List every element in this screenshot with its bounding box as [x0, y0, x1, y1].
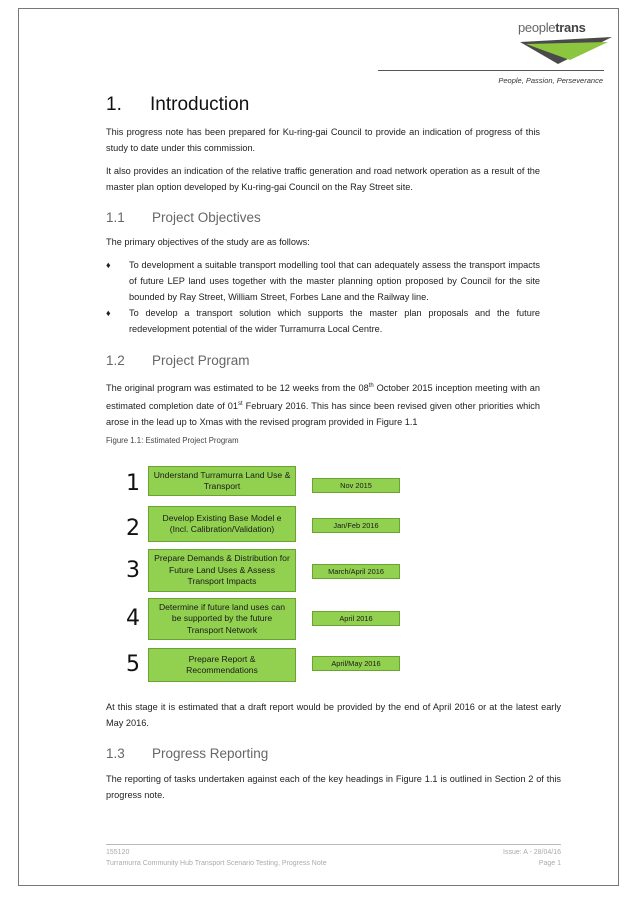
footer-reference: 155120: [106, 849, 130, 856]
section-1-2-heading: [106, 353, 250, 368]
section-1-title: Introduction: [150, 94, 250, 115]
objectives-intro: The primary objectives of the study are as follows:: [106, 237, 310, 247]
intro-paragraph-2: It also provides an indication of the relative traffic generation and road network operation as a result of the master plan option developed by Ku-ring-gai Council on the Ray Street site.: [106, 166, 540, 192]
objective-text: To development a suitable transport modelling tool that can adequately assess the transport impacts of future LEP land uses together with the master planning option proposed by Council for the site bounded by Ray Street, William Street, Forbes Lane and the Railway line.: [129, 260, 540, 302]
bullet-icon: ♦: [106, 308, 111, 318]
company-logo: [518, 20, 614, 35]
section-1-2-number: 1.2: [106, 353, 125, 368]
intro-paragraph-2-block: [106, 163, 540, 195]
objectives-list: [106, 257, 540, 337]
program-paragraph-block: [106, 378, 540, 430]
after-figure-paragraph: At this stage it is estimated that a draft report would be provided by the end of April 2016 or at the latest early May 2016.: [106, 702, 561, 728]
footer-document-title: Turramurra Community Hub Transport Scenario Testing, Progress Note: [106, 860, 327, 867]
objective-item: [106, 305, 540, 337]
section-1-2-title: Project Program: [152, 353, 250, 368]
objectives-intro-block: [106, 234, 540, 250]
step-date-box: Jan/Feb 2016: [312, 518, 400, 533]
footer-issue: Issue: A - 28/04/16: [503, 849, 561, 856]
step-number: 1: [126, 471, 140, 496]
figure-caption: Figure 1.1: Estimated Project Program: [106, 436, 239, 445]
section-1-3-number: 1.3: [106, 746, 125, 761]
section-1-3-title: Progress Reporting: [152, 746, 269, 761]
step-number: 4: [126, 606, 140, 631]
step-date-box: March/April 2016: [312, 564, 400, 579]
footer-rule: [106, 844, 561, 845]
section-1-1-number: 1.1: [106, 210, 125, 225]
step-number: 3: [126, 558, 140, 583]
step-number: 2: [126, 516, 140, 541]
step-task-box: Understand Turramurra Land Use & Transport: [148, 466, 296, 496]
step-date-box: April/May 2016: [312, 656, 400, 671]
intro-paragraph-1-block: [106, 124, 540, 156]
step-task-box: Prepare Demands & Distribution for Future Land Uses & Assess Transport Impacts: [148, 549, 296, 592]
section-1-number: 1.: [106, 94, 122, 115]
section-1-heading: [106, 94, 249, 116]
step-number: 5: [126, 652, 140, 677]
objective-item: [106, 257, 540, 305]
reporting-paragraph-block: [106, 771, 561, 803]
intro-paragraph-1: This progress note has been prepared for Ku-ring-gai Council to provide an indication of progress of this study to date under this commission.: [106, 127, 540, 153]
section-1-1-title: Project Objectives: [152, 210, 261, 225]
logo-swoosh-icon: [518, 34, 614, 68]
bullet-icon: ♦: [106, 260, 111, 270]
step-task-box: Prepare Report & Recommendations: [148, 648, 296, 682]
step-date-box: April 2016: [312, 611, 400, 626]
footer-page-number: Page 1: [538, 860, 561, 867]
step-date-box: Nov 2015: [312, 478, 400, 493]
company-tagline: People, Passion, Perseverance: [498, 76, 603, 85]
reporting-paragraph: The reporting of tasks undertaken against each of the key headings in Figure 1.1 is outlined in Section 2 of this progress note.: [106, 774, 561, 800]
program-paragraph: The original program was estimated to be 12 weeks from the 08th October 2015 inception meeting with an estimated completion date of 01st February 2016. This has since been revised given other priorities which arose in the lead up to Xmas with the revised program provided in Figure 1.1: [106, 383, 540, 428]
step-task-box: Determine if future land uses can be supported by the future Transport Network: [148, 598, 296, 640]
logo-wordmark: peopletrans: [518, 20, 586, 35]
after-figure-block: [106, 699, 561, 731]
section-1-3-heading: [106, 746, 268, 761]
objective-text: To develop a transport solution which supports the master plan proposals and the future redevelopment potential of the wider Turramurra Local Centre.: [129, 308, 540, 334]
step-task-box: Develop Existing Base Model e (Incl. Calibration/Validation): [148, 506, 296, 542]
section-1-1-heading: [106, 210, 261, 225]
header-rule: [378, 70, 604, 71]
